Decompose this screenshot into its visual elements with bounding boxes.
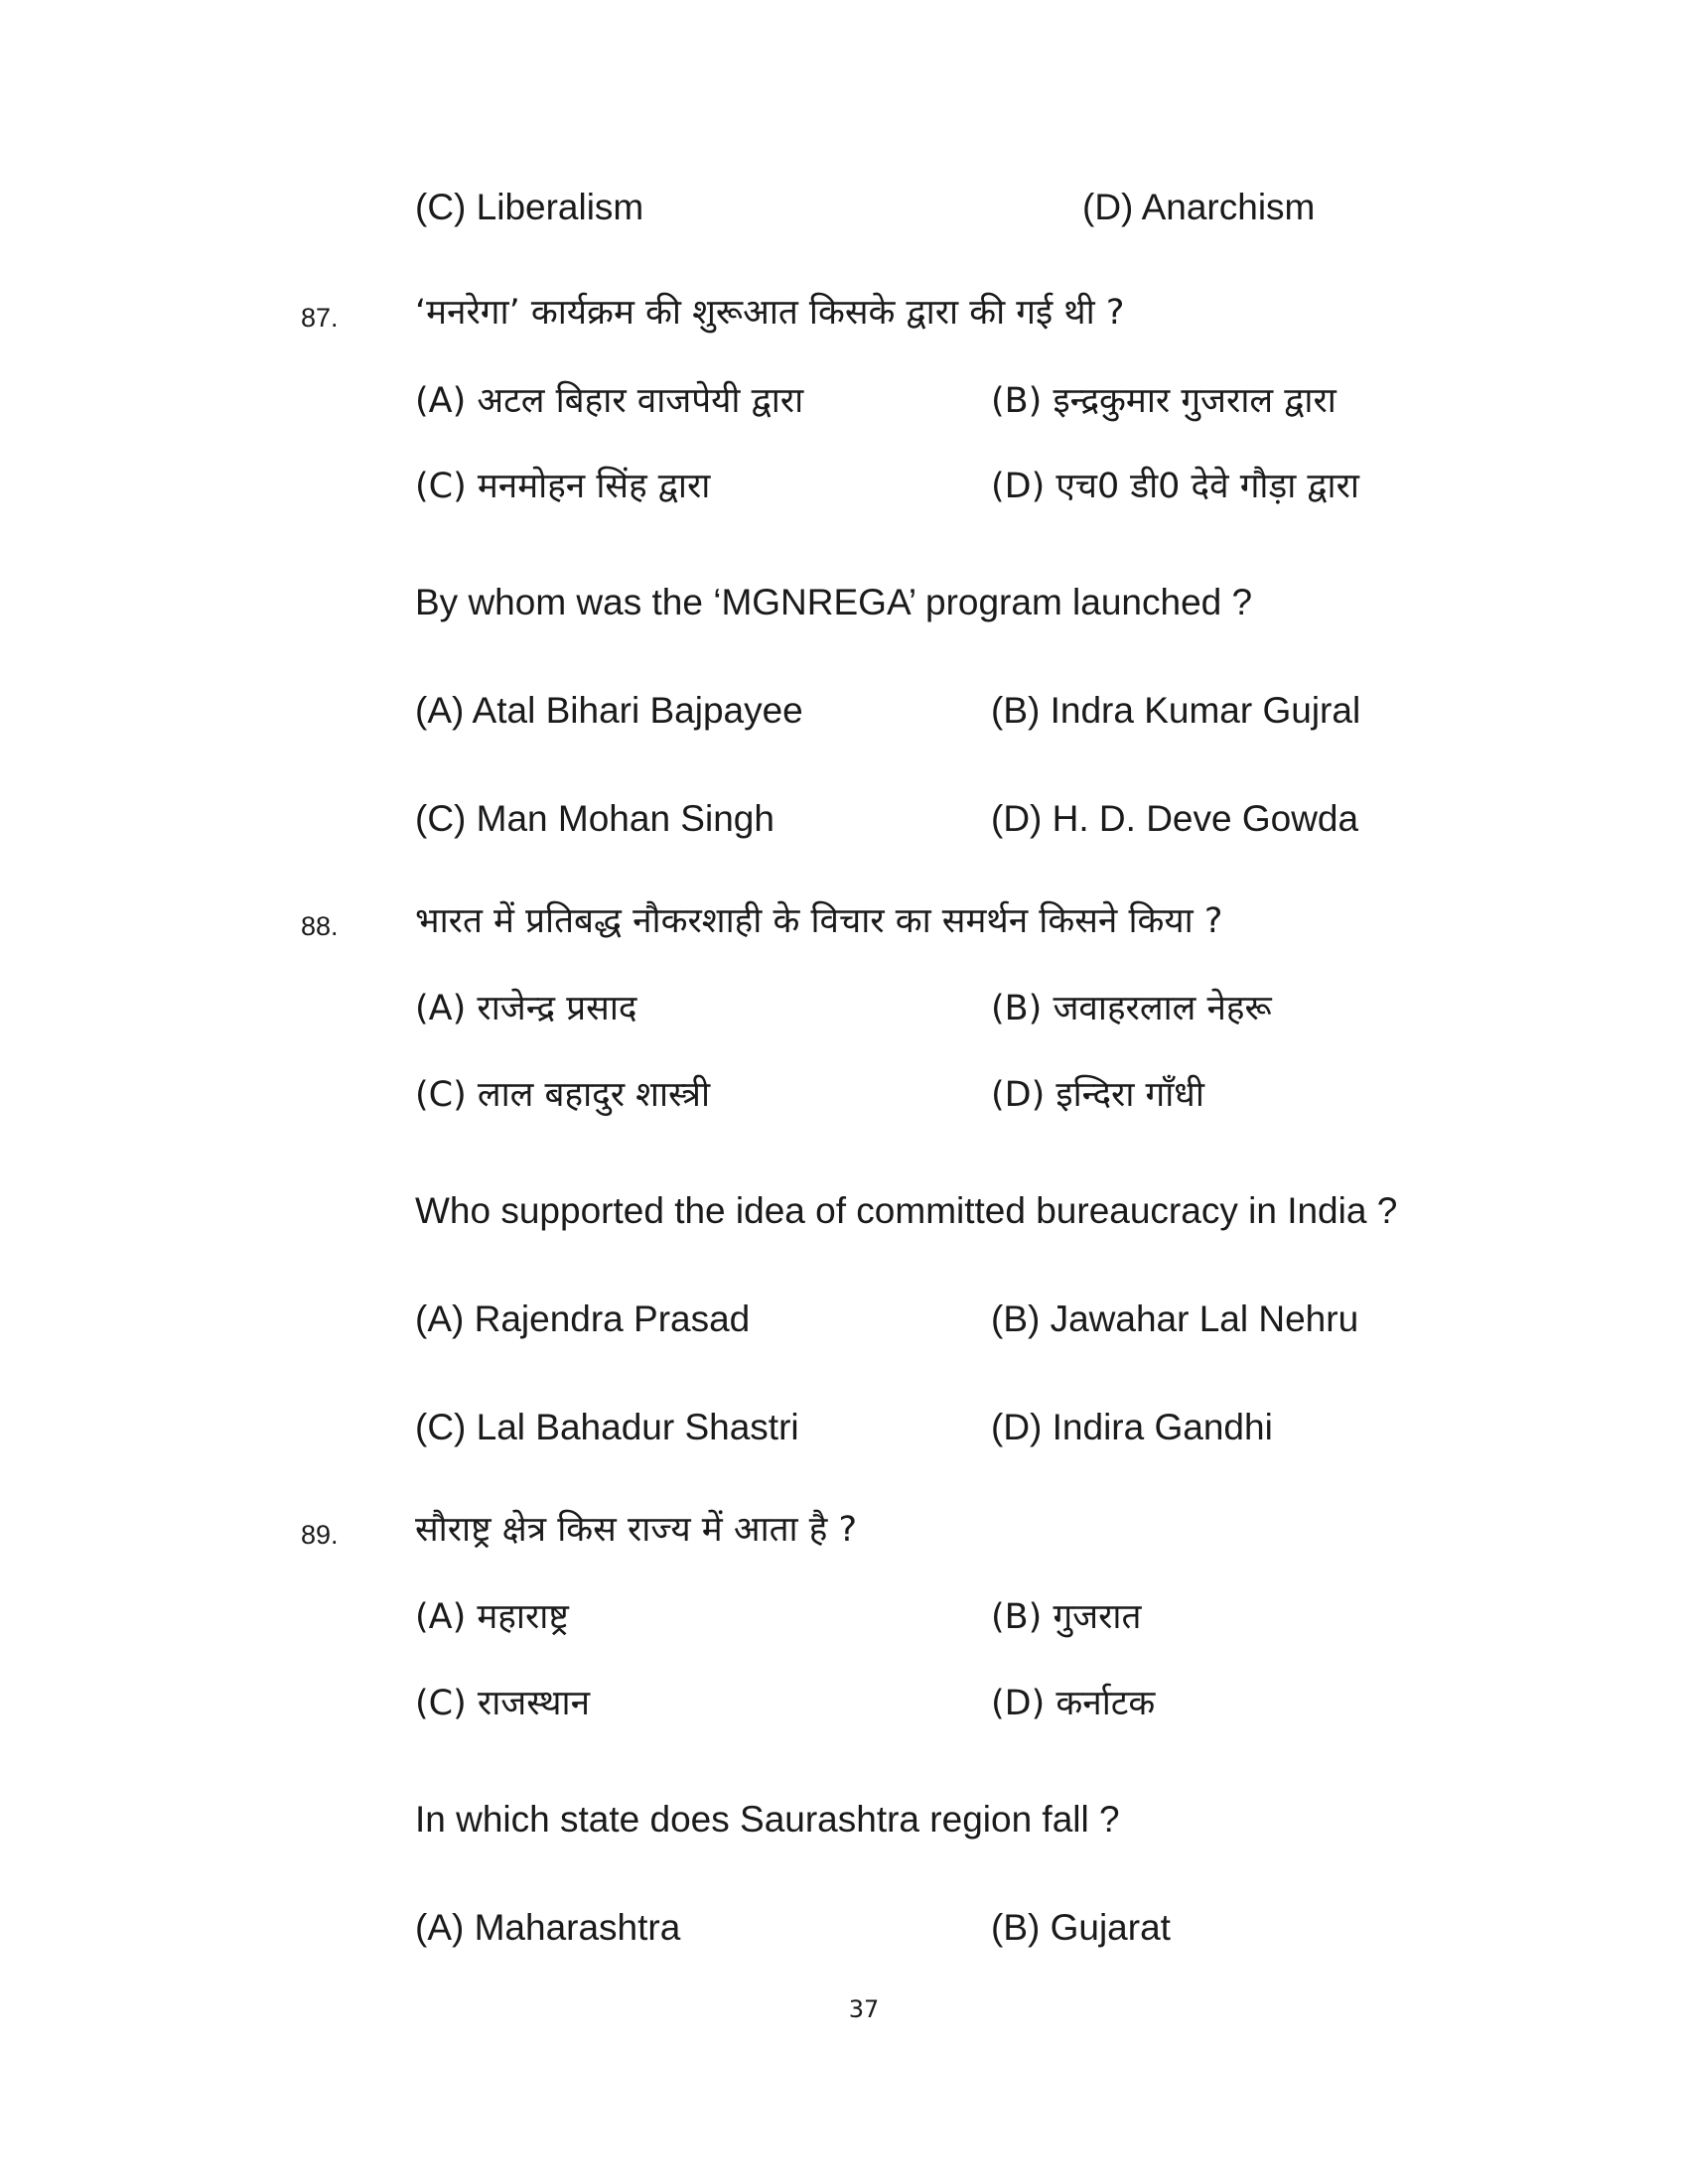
q88-hindi-option-d: (D) इन्दिरा गाँधी: [991, 1075, 1204, 1115]
q88-hindi-option-a: (A) राजेन्द्र प्रसाद: [415, 989, 637, 1028]
q87-english-option-d: (D) H. D. Deve Gowda: [991, 798, 1359, 839]
q87-english-text: By whom was the ‘MGNREGA’ program launched ?: [415, 582, 1253, 622]
q88-english-text: Who supported the idea of committed bureaucracy in India ?: [415, 1190, 1398, 1231]
q87-hindi-option-a: (A) अटल बिहार वाजपेयी द्वारा: [415, 381, 804, 421]
q88-english-option-c: (C) Lal Bahadur Shastri: [415, 1407, 799, 1447]
q87-hindi-text: ‘मनरेगा’ कार्यक्रम की शुरूआत किसके द्वारा की गई थी ?: [415, 293, 1125, 333]
q89-hindi-text: सौराष्ट्र क्षेत्र किस राज्य में आता है ?: [415, 1510, 858, 1550]
q88-english-option-d: (D) Indira Gandhi: [991, 1407, 1273, 1447]
q87-english-option-c: (C) Man Mohan Singh: [415, 798, 774, 839]
q87-english-option-b: (B) Indra Kumar Gujral: [991, 690, 1361, 731]
q87-hindi-option-d: (D) एच0 डी0 देवे गौड़ा द्वारा: [991, 467, 1359, 506]
q89-hindi-option-a: (A) महाराष्ट्र: [415, 1597, 569, 1637]
q88-english-option-b: (B) Jawahar Lal Nehru: [991, 1298, 1359, 1339]
q86-option-c: (C) Liberalism: [415, 187, 644, 227]
q88-hindi-option-c: (C) लाल बहादुर शास्त्री: [415, 1075, 711, 1115]
q88-hindi-option-b: (B) जवाहरलाल नेहरू: [991, 989, 1272, 1028]
q88-hindi-text: भारत में प्रतिबद्ध नौकरशाही के विचार का समर्थन किसने किया ?: [415, 901, 1223, 941]
q89-hindi-option-c: (C) राजस्थान: [415, 1684, 590, 1723]
q89-english-option-b: (B) Gujarat: [991, 1907, 1171, 1948]
q89-english-option-a: (A) Maharashtra: [415, 1907, 681, 1948]
q88-english-option-a: (A) Rajendra Prasad: [415, 1298, 751, 1339]
q87-hindi-option-b: (B) इन्द्रकुमार गुजराल द्वारा: [991, 381, 1336, 421]
q89-hindi-option-b: (B) गुजरात: [991, 1597, 1142, 1637]
q87-english-option-a: (A) Atal Bihari Bajpayee: [415, 690, 803, 731]
q89-number: 89.: [301, 1520, 339, 1550]
q87-number: 87.: [301, 303, 339, 333]
page-number: 37: [848, 1995, 880, 2023]
q89-hindi-option-d: (D) कर्नाटक: [991, 1684, 1156, 1723]
q86-option-d: (D) Anarchism: [1082, 187, 1316, 227]
q88-number: 88.: [301, 911, 339, 941]
q87-hindi-option-c: (C) मनमोहन सिंह द्वारा: [415, 467, 711, 506]
q89-english-text: In which state does Saurashtra region fall ?: [415, 1799, 1120, 1840]
